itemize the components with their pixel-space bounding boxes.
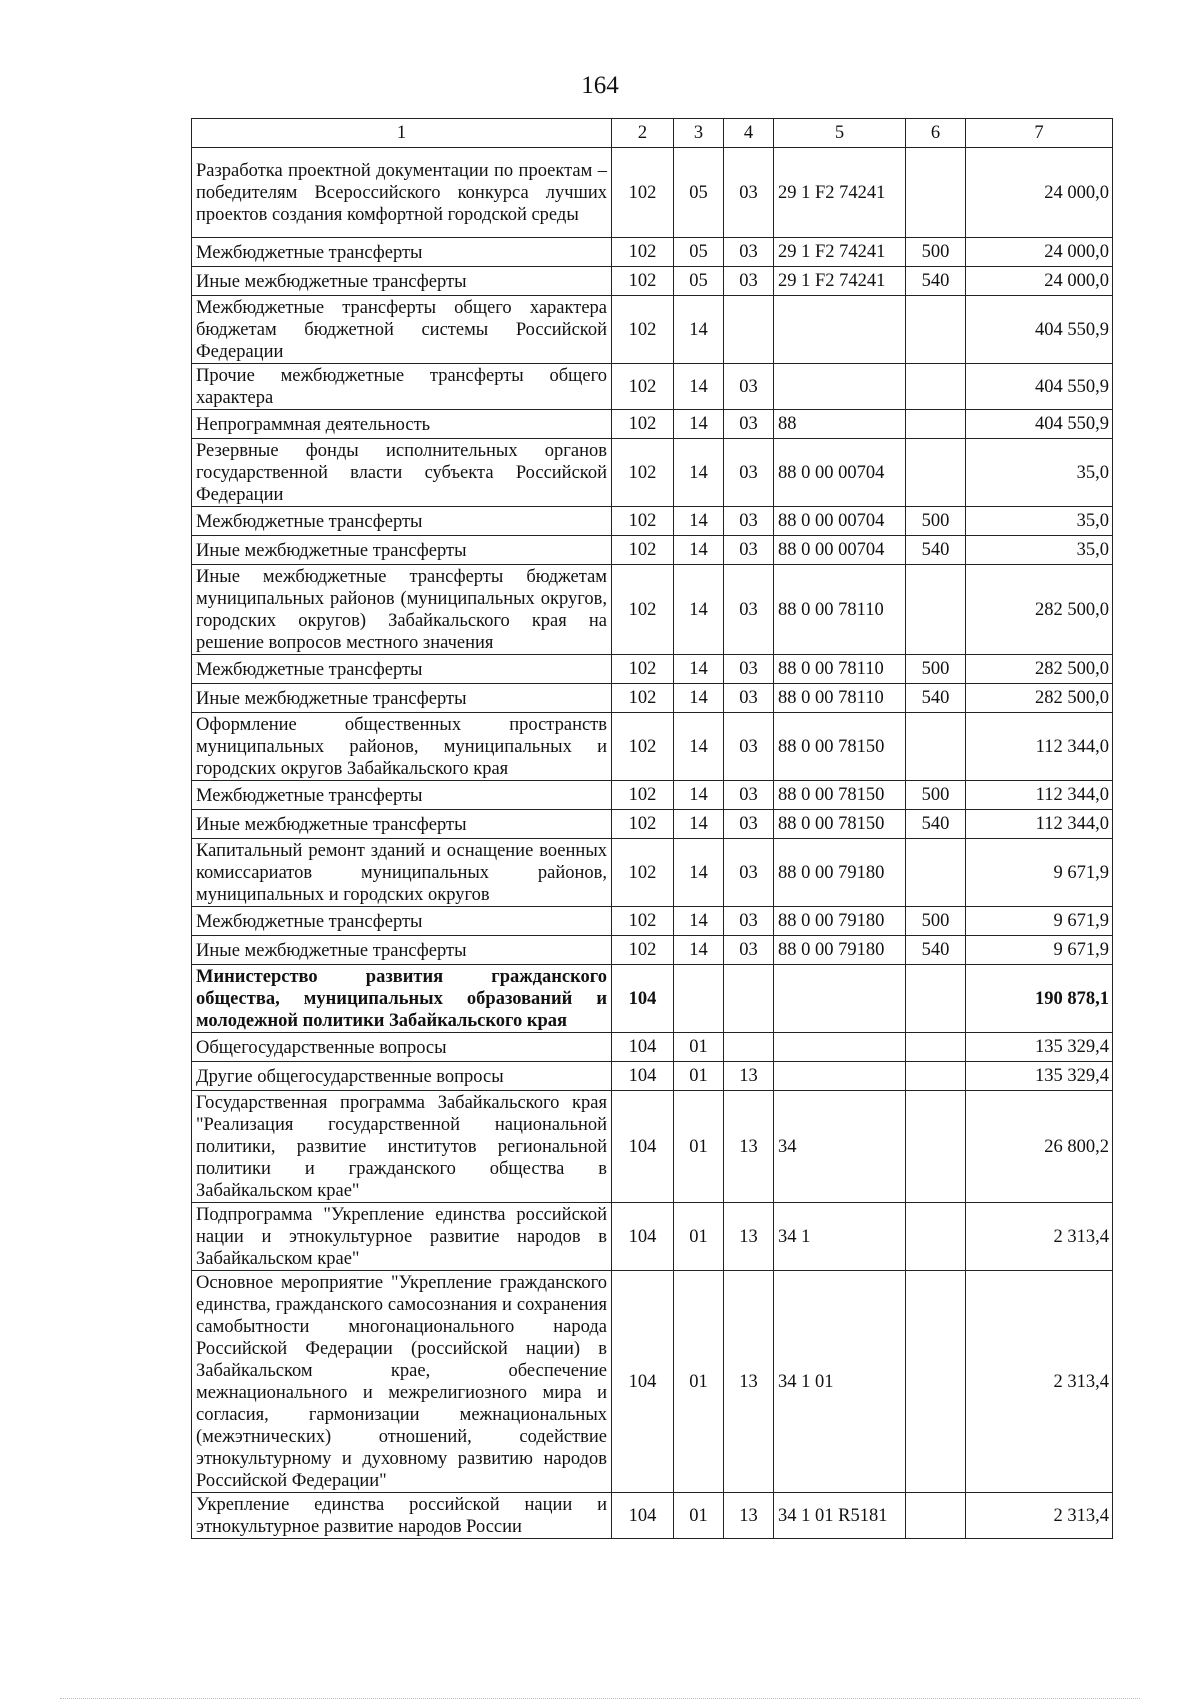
row-col7-cell: 404 550,9 <box>966 364 1113 410</box>
row-col6-cell: 500 <box>906 507 966 536</box>
row-col4-cell: 03 <box>724 655 774 684</box>
row-name-cell: Укрепление единства российской нации и этнокультурное развитие народов России <box>192 1493 612 1539</box>
row-name-cell: Резервные фонды исполнительных органов государственной власти субъекта Российской Федерации <box>192 439 612 507</box>
table-row <box>192 1271 1113 1493</box>
row-col7-cell: 190 878,1 <box>966 965 1113 1033</box>
row-col4-cell: 13 <box>724 1062 774 1091</box>
row-col5-cell <box>774 296 906 364</box>
row-col4-cell: 13 <box>724 1091 774 1203</box>
budget-table <box>191 118 1113 1539</box>
row-col7-cell: 26 800,2 <box>966 1091 1113 1203</box>
row-name-cell: Межбюджетные трансферты общего характера бюджетам бюджетной системы Российской Федерации <box>192 296 612 364</box>
row-col5-cell: 88 0 00 00704 <box>774 536 906 565</box>
row-col2-cell: 104 <box>612 1271 674 1493</box>
row-col6-cell <box>906 1091 966 1203</box>
row-col6-cell <box>906 439 966 507</box>
row-col6-cell <box>906 1203 966 1271</box>
row-col5-cell: 88 0 00 79180 <box>774 936 906 965</box>
row-col2-cell: 104 <box>612 1493 674 1539</box>
row-col6-cell <box>906 713 966 781</box>
row-col2-cell: 102 <box>612 267 674 296</box>
row-col2-cell: 102 <box>612 907 674 936</box>
row-col7-cell: 2 313,4 <box>966 1271 1113 1493</box>
row-col3-cell <box>674 965 724 1033</box>
row-col3-cell: 14 <box>674 907 724 936</box>
row-col6-cell: 540 <box>906 536 966 565</box>
row-col2-cell: 102 <box>612 839 674 907</box>
row-name-cell: Другие общегосударственные вопросы <box>192 1062 612 1091</box>
row-col5-cell: 88 0 00 00704 <box>774 439 906 507</box>
row-col6-cell: 540 <box>906 684 966 713</box>
row-name-cell: Иные межбюджетные трансферты бюджетам муниципальных районов (муниципальных округов, городских округов) Забайкальского края на решение вопросов местного значения <box>192 565 612 655</box>
row-col2-cell: 104 <box>612 1203 674 1271</box>
row-col6-cell: 500 <box>906 781 966 810</box>
row-col4-cell <box>724 1033 774 1062</box>
header-col-5: 5 <box>774 119 906 148</box>
row-col2-cell: 102 <box>612 781 674 810</box>
row-col4-cell: 03 <box>724 684 774 713</box>
row-col3-cell: 14 <box>674 684 724 713</box>
row-col4-cell: 03 <box>724 810 774 839</box>
row-col6-cell <box>906 1493 966 1539</box>
header-col-1: 1 <box>192 119 612 148</box>
row-col2-cell: 104 <box>612 1062 674 1091</box>
table-row <box>192 1033 1113 1062</box>
row-col4-cell: 13 <box>724 1271 774 1493</box>
row-col6-cell: 540 <box>906 936 966 965</box>
row-name-cell: Иные межбюджетные трансферты <box>192 267 612 296</box>
row-col5-cell: 29 1 F2 74241 <box>774 148 906 238</box>
row-col4-cell: 03 <box>724 238 774 267</box>
row-col6-cell <box>906 965 966 1033</box>
row-col4-cell: 03 <box>724 936 774 965</box>
row-col6-cell <box>906 1062 966 1091</box>
row-name-cell: Министерство развития гражданского общества, муниципальных образований и молодежной политики Забайкальского края <box>192 965 612 1033</box>
table-row <box>192 507 1113 536</box>
row-col5-cell <box>774 364 906 410</box>
row-col5-cell <box>774 965 906 1033</box>
row-col7-cell: 35,0 <box>966 536 1113 565</box>
row-col7-cell: 404 550,9 <box>966 410 1113 439</box>
row-col3-cell: 14 <box>674 364 724 410</box>
row-col4-cell: 03 <box>724 839 774 907</box>
row-col2-cell: 102 <box>612 810 674 839</box>
row-name-cell: Иные межбюджетные трансферты <box>192 810 612 839</box>
row-col7-cell: 24 000,0 <box>966 267 1113 296</box>
table-row <box>192 713 1113 781</box>
row-col2-cell: 104 <box>612 965 674 1033</box>
row-col5-cell: 29 1 F2 74241 <box>774 238 906 267</box>
row-col6-cell: 500 <box>906 238 966 267</box>
row-col3-cell: 14 <box>674 565 724 655</box>
row-col3-cell: 01 <box>674 1271 724 1493</box>
row-col7-cell: 35,0 <box>966 507 1113 536</box>
row-col4-cell: 03 <box>724 565 774 655</box>
row-name-cell: Общегосударственные вопросы <box>192 1033 612 1062</box>
row-col2-cell: 102 <box>612 296 674 364</box>
row-col5-cell: 88 0 00 79180 <box>774 907 906 936</box>
table-row <box>192 655 1113 684</box>
table-row <box>192 364 1113 410</box>
row-col3-cell: 01 <box>674 1062 724 1091</box>
table-row <box>192 1493 1113 1539</box>
row-col5-cell: 88 0 00 78150 <box>774 713 906 781</box>
row-col2-cell: 102 <box>612 684 674 713</box>
row-col7-cell: 282 500,0 <box>966 565 1113 655</box>
row-col7-cell: 112 344,0 <box>966 781 1113 810</box>
row-col6-cell <box>906 410 966 439</box>
row-col5-cell <box>774 1062 906 1091</box>
table-row <box>192 839 1113 907</box>
row-col5-cell <box>774 1033 906 1062</box>
header-col-6: 6 <box>906 119 966 148</box>
row-col6-cell: 500 <box>906 655 966 684</box>
row-col4-cell: 03 <box>724 536 774 565</box>
row-col6-cell <box>906 565 966 655</box>
row-col3-cell: 14 <box>674 536 724 565</box>
row-col4-cell: 03 <box>724 907 774 936</box>
table-row <box>192 810 1113 839</box>
row-name-cell: Межбюджетные трансферты <box>192 238 612 267</box>
row-col2-cell: 102 <box>612 148 674 238</box>
row-col3-cell: 14 <box>674 936 724 965</box>
row-col4-cell: 03 <box>724 507 774 536</box>
row-col4-cell: 03 <box>724 148 774 238</box>
row-col5-cell: 29 1 F2 74241 <box>774 267 906 296</box>
row-col5-cell: 88 <box>774 410 906 439</box>
row-col7-cell: 35,0 <box>966 439 1113 507</box>
row-col4-cell: 03 <box>724 781 774 810</box>
row-col6-cell: 540 <box>906 267 966 296</box>
row-name-cell: Межбюджетные трансферты <box>192 507 612 536</box>
row-col3-cell: 05 <box>674 238 724 267</box>
row-col7-cell: 24 000,0 <box>966 148 1113 238</box>
row-col3-cell: 01 <box>674 1493 724 1539</box>
table-row <box>192 781 1113 810</box>
row-col4-cell: 13 <box>724 1493 774 1539</box>
row-name-cell: Основное мероприятие "Укрепление гражданского единства, гражданского самосознания и сохранения самобытности многонационального народа Российской Федерации (российской нации) в Забайкальском крае, обеспечение межнационального и межрелигиозного мира и согласия, гармонизации межнациональных (межэтнических) отношений, содействие этнокультурному и духовному развитию народов Российской Федерации" <box>192 1271 612 1493</box>
row-col3-cell: 05 <box>674 148 724 238</box>
table-row <box>192 936 1113 965</box>
table-row <box>192 296 1113 364</box>
row-col7-cell: 112 344,0 <box>966 713 1113 781</box>
row-col7-cell: 2 313,4 <box>966 1493 1113 1539</box>
row-col5-cell: 88 0 00 78150 <box>774 781 906 810</box>
row-col2-cell: 102 <box>612 238 674 267</box>
table-row <box>192 965 1113 1033</box>
row-col5-cell: 88 0 00 78110 <box>774 684 906 713</box>
row-col7-cell: 404 550,9 <box>966 296 1113 364</box>
row-col6-cell: 540 <box>906 810 966 839</box>
row-col7-cell: 135 329,4 <box>966 1062 1113 1091</box>
row-col5-cell: 88 0 00 78150 <box>774 810 906 839</box>
row-col4-cell: 03 <box>724 439 774 507</box>
row-col4-cell: 03 <box>724 364 774 410</box>
row-name-cell: Межбюджетные трансферты <box>192 907 612 936</box>
row-col7-cell: 2 313,4 <box>966 1203 1113 1271</box>
row-col7-cell: 9 671,9 <box>966 839 1113 907</box>
row-name-cell: Разработка проектной документации по проектам – победителям Всероссийского конкурса лучших проектов создания комфортной городской среды <box>192 148 612 238</box>
row-col4-cell <box>724 965 774 1033</box>
row-col6-cell: 500 <box>906 907 966 936</box>
row-col6-cell <box>906 296 966 364</box>
table-row <box>192 907 1113 936</box>
header-col-7: 7 <box>966 119 1113 148</box>
row-col3-cell: 05 <box>674 267 724 296</box>
row-col3-cell: 14 <box>674 713 724 781</box>
row-col2-cell: 102 <box>612 713 674 781</box>
row-col2-cell: 102 <box>612 655 674 684</box>
row-name-cell: Подпрограмма "Укрепление единства российской нации и этнокультурное развитие народов в Забайкальском крае" <box>192 1203 612 1271</box>
row-col3-cell: 01 <box>674 1033 724 1062</box>
row-col7-cell: 282 500,0 <box>966 655 1113 684</box>
row-col2-cell: 104 <box>612 1091 674 1203</box>
row-col4-cell: 13 <box>724 1203 774 1271</box>
row-col3-cell: 14 <box>674 810 724 839</box>
row-col3-cell: 14 <box>674 410 724 439</box>
row-col2-cell: 102 <box>612 565 674 655</box>
row-col3-cell: 14 <box>674 655 724 684</box>
table-row <box>192 565 1113 655</box>
table-row <box>192 238 1113 267</box>
header-col-4: 4 <box>724 119 774 148</box>
row-name-cell: Иные межбюджетные трансферты <box>192 936 612 965</box>
table-row <box>192 410 1113 439</box>
table-row <box>192 267 1113 296</box>
row-name-cell: Оформление общественных пространств муниципальных районов, муниципальных и городских округов Забайкальского края <box>192 713 612 781</box>
row-name-cell: Межбюджетные трансферты <box>192 655 612 684</box>
row-col3-cell: 01 <box>674 1203 724 1271</box>
row-col6-cell <box>906 839 966 907</box>
row-col2-cell: 102 <box>612 364 674 410</box>
row-name-cell: Межбюджетные трансферты <box>192 781 612 810</box>
table-row <box>192 536 1113 565</box>
row-col2-cell: 102 <box>612 410 674 439</box>
row-col5-cell: 34 1 01 <box>774 1271 906 1493</box>
table-row <box>192 439 1113 507</box>
row-col6-cell <box>906 148 966 238</box>
row-col3-cell: 14 <box>674 839 724 907</box>
row-col3-cell: 14 <box>674 781 724 810</box>
row-col5-cell: 88 0 00 78110 <box>774 655 906 684</box>
row-col5-cell: 34 <box>774 1091 906 1203</box>
page-number: 164 <box>581 72 619 99</box>
row-col2-cell: 102 <box>612 507 674 536</box>
scan-edge-line <box>60 1698 1140 1700</box>
header-col-2: 2 <box>612 119 674 148</box>
row-col7-cell: 24 000,0 <box>966 238 1113 267</box>
row-name-cell: Государственная программа Забайкальского края "Реализация государственной национальной политики, развитие институтов региональной политики и гражданского общества в Забайкальском крае" <box>192 1091 612 1203</box>
row-col5-cell: 88 0 00 79180 <box>774 839 906 907</box>
row-name-cell: Иные межбюджетные трансферты <box>192 536 612 565</box>
row-col2-cell: 102 <box>612 536 674 565</box>
row-col7-cell: 135 329,4 <box>966 1033 1113 1062</box>
table-row <box>192 1203 1113 1271</box>
row-col4-cell: 03 <box>724 713 774 781</box>
row-col7-cell: 112 344,0 <box>966 810 1113 839</box>
row-col2-cell: 102 <box>612 936 674 965</box>
table-row <box>192 1062 1113 1091</box>
row-col6-cell <box>906 364 966 410</box>
table-header-row <box>192 119 1113 148</box>
header-col-3: 3 <box>674 119 724 148</box>
row-col3-cell: 14 <box>674 296 724 364</box>
row-name-cell: Непрограммная деятельность <box>192 410 612 439</box>
row-name-cell: Прочие межбюджетные трансферты общего характера <box>192 364 612 410</box>
row-col4-cell: 03 <box>724 267 774 296</box>
row-name-cell: Капитальный ремонт зданий и оснащение военных комиссариатов муниципальных районов, муниципальных и городских округов <box>192 839 612 907</box>
row-col5-cell: 88 0 00 78110 <box>774 565 906 655</box>
row-col4-cell: 03 <box>724 410 774 439</box>
row-col5-cell: 34 1 <box>774 1203 906 1271</box>
row-col4-cell <box>724 296 774 364</box>
row-col7-cell: 9 671,9 <box>966 907 1113 936</box>
row-col6-cell <box>906 1271 966 1493</box>
table-row <box>192 1091 1113 1203</box>
row-col2-cell: 102 <box>612 439 674 507</box>
table-row <box>192 148 1113 238</box>
row-col5-cell: 88 0 00 00704 <box>774 507 906 536</box>
row-col7-cell: 282 500,0 <box>966 684 1113 713</box>
row-col3-cell: 14 <box>674 507 724 536</box>
row-name-cell: Иные межбюджетные трансферты <box>192 684 612 713</box>
row-col3-cell: 14 <box>674 439 724 507</box>
row-col5-cell: 34 1 01 R5181 <box>774 1493 906 1539</box>
table-row <box>192 684 1113 713</box>
row-col7-cell: 9 671,9 <box>966 936 1113 965</box>
row-col6-cell <box>906 1033 966 1062</box>
row-col2-cell: 104 <box>612 1033 674 1062</box>
row-col3-cell: 01 <box>674 1091 724 1203</box>
